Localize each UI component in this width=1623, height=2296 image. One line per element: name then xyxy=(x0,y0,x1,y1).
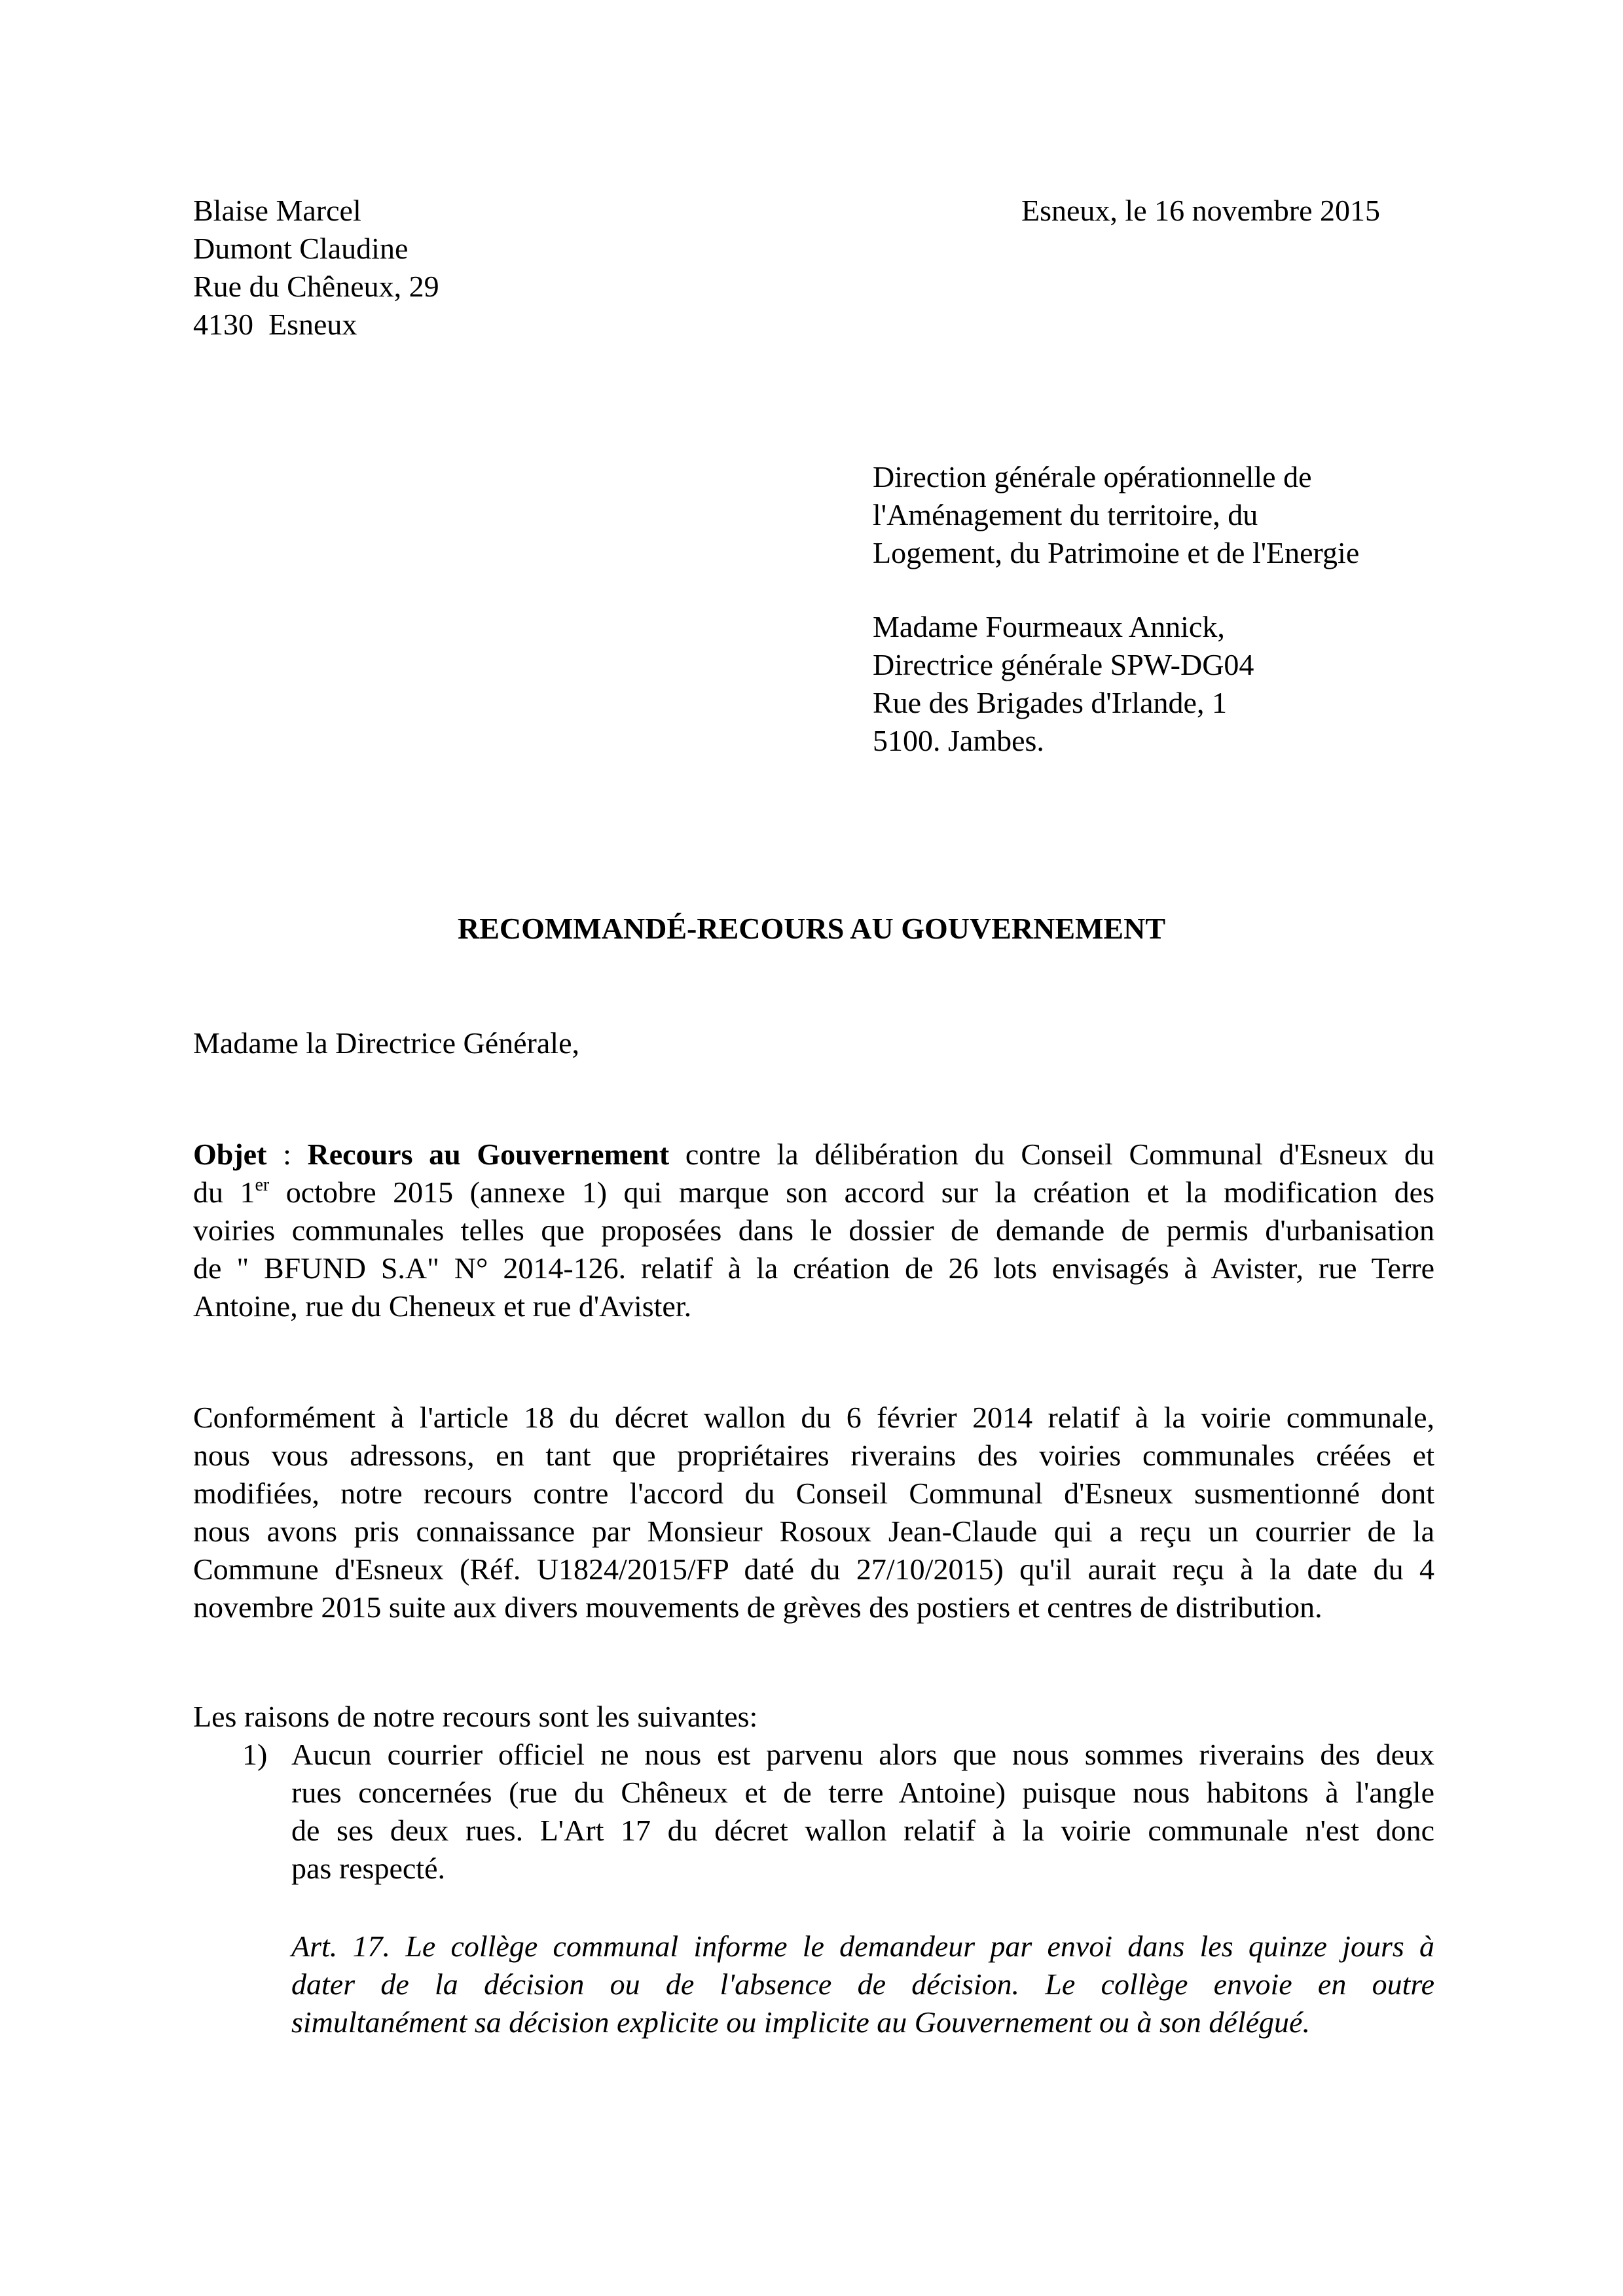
recipient-person xyxy=(873,608,1254,760)
object-line xyxy=(193,1174,1434,1211)
paragraph-line: Commune d'Esneux (Réf. U1824/2015/FP daté du 27/10/2015) qu'il aurait reçu à la date du 4 xyxy=(193,1552,1434,1586)
paragraph-line: nous avons pris connaissance par Monsieur Rosoux Jean-Claude qui a reçu un courrier de la xyxy=(193,1515,1434,1548)
object-superscript: er xyxy=(255,1175,270,1195)
object-line2-rest: octobre 2015 (annexe 1) qui marque son accord sur la création et la modification des xyxy=(269,1175,1434,1209)
reason-line: Aucun courrier officiel ne nous est parvenu alors que nous sommes riverains des deux xyxy=(291,1738,1434,1771)
reason-number: 1) xyxy=(242,1738,268,1771)
object-bold-phrase: Recours au Gouvernement xyxy=(307,1138,670,1171)
paragraph-line: Conformément à l'article 18 du décret wallon du 6 février 2014 relatif à la voirie communale, xyxy=(193,1401,1434,1434)
quote-line: simultanément sa décision explicite ou implicite au Gouvernement ou à son délégué. xyxy=(291,2005,1310,2039)
recipient-person-line: Directrice générale SPW-DG04 xyxy=(873,648,1254,681)
object-separator: : xyxy=(266,1138,308,1171)
quote-line: dater de la décision ou de l'absence de décision. Le collège envoie en outre xyxy=(291,1967,1434,2001)
article-reference-paragraph xyxy=(193,1399,1434,1626)
recipient-org-line: Direction générale opérationnelle de xyxy=(873,460,1312,493)
sender-line: 4130 Esneux xyxy=(193,308,357,341)
object-line1-rest: contre la délibération du Conseil Communal d'Esneux du xyxy=(669,1138,1435,1171)
recipient-org-line: Logement, du Patrimoine et de l'Energie xyxy=(873,536,1360,569)
sender-line: Blaise Marcel xyxy=(193,194,361,227)
salutation: Madame la Directrice Générale, xyxy=(193,1026,579,1060)
date-text: Esneux, le 16 novembre 2015 xyxy=(1021,194,1381,227)
sender-address xyxy=(193,192,439,344)
recipient-person-line: Rue des Brigades d'Irlande, 1 xyxy=(873,686,1227,719)
object-paragraph xyxy=(193,1136,1434,1325)
object-line xyxy=(193,1136,1434,1174)
recipient-organization xyxy=(873,458,1359,572)
reasons-intro: Les raisons de notre recours sont les suivantes: xyxy=(193,1700,758,1733)
object-line: voiries communales telles que proposées dans le dossier de demande de permis d'urbanisation xyxy=(193,1213,1434,1247)
reason-item xyxy=(291,1736,1434,1888)
paragraph-line: nous vous adressons, en tant que propriétaires riverains des voiries communales créées et xyxy=(193,1439,1434,1472)
article-17-quote xyxy=(291,1928,1434,2041)
quote-line: Art. 17. Le collège communal informe le demandeur par envoi dans les quinze jours à xyxy=(291,1929,1434,1963)
reason-line: pas respecté. xyxy=(291,1852,445,1885)
letter-date xyxy=(1021,192,1380,230)
recipient-person-line: Madame Fourmeaux Annick, xyxy=(873,610,1225,643)
object-line2-pre: du 1 xyxy=(193,1175,255,1209)
object-line: de " BFUND S.A" N° 2014-126. relatif à la création de 26 lots envisagés à Avister, rue Terre xyxy=(193,1251,1434,1285)
recipient-person-line: 5100. Jambes. xyxy=(873,724,1044,757)
document-title: RECOMMANDÉ-RECOURS AU GOUVERNEMENT xyxy=(457,912,1166,945)
object-label: Objet xyxy=(193,1138,267,1171)
reason-line: de ses deux rues. L'Art 17 du décret wallon relatif à la voirie communale n'est donc xyxy=(291,1814,1434,1847)
sender-line: Dumont Claudine xyxy=(193,232,409,265)
paragraph-line: modifiées, notre recours contre l'accord du Conseil Communal d'Esneux susmentionné dont xyxy=(193,1477,1434,1510)
reason-line: rues concernées (rue du Chêneux et de terre Antoine) puisque nous habitons à l'angle xyxy=(291,1776,1434,1809)
recipient-org-line: l'Aménagement du territoire, du xyxy=(873,498,1258,531)
paragraph-line: novembre 2015 suite aux divers mouvements de grèves des postiers et centres de distribution. xyxy=(193,1590,1322,1624)
sender-line: Rue du Chêneux, 29 xyxy=(193,270,439,303)
object-line: Antoine, rue du Cheneux et rue d'Avister. xyxy=(193,1289,692,1323)
